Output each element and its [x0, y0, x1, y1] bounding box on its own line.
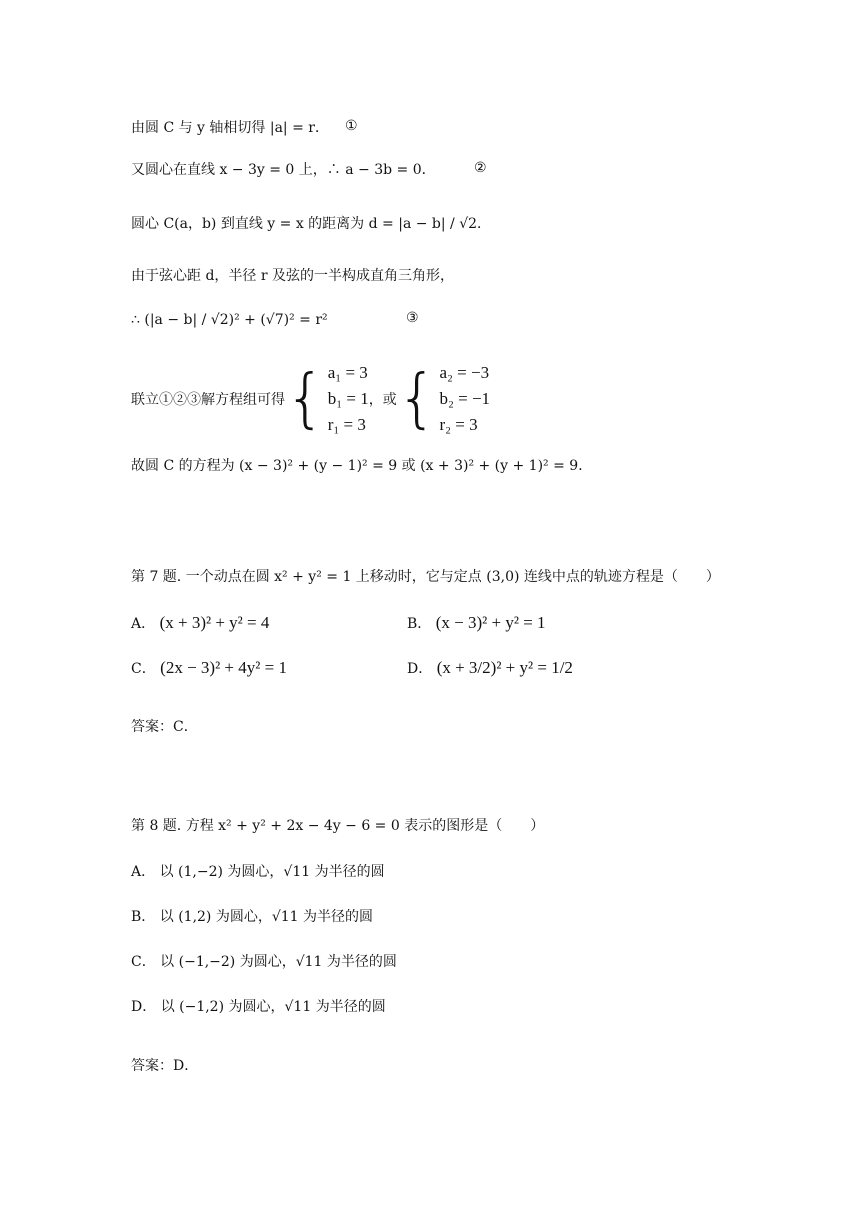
- option-text: (2x − 3)² + 4y² = 1: [160, 658, 287, 677]
- solution-line-1: [131, 118, 329, 138]
- system-1-eq-1: a₁ = 3: [327, 363, 368, 382]
- question-7-answer-text: 答案：C．: [131, 719, 198, 735]
- question-8-answer-text: 答案：D．: [131, 1058, 199, 1074]
- equation-system-2: [439, 360, 490, 438]
- q7-option-a: [131, 613, 269, 633]
- solution-line-5: [131, 310, 328, 330]
- q8-option-c: [131, 952, 397, 972]
- option-label: B．: [407, 616, 432, 632]
- option-label: D．: [131, 999, 157, 1015]
- q8-option-b: [131, 907, 373, 927]
- option-text: 以 (1,−2) 为圆心，√11 为半径的圆: [159, 864, 385, 880]
- question-8-answer: [131, 1056, 198, 1076]
- option-text: 以 (−1,2) 为圆心，√11 为半径的圆: [160, 999, 386, 1015]
- system-2-eq-1: a₂ = −3: [439, 363, 490, 382]
- option-text: (x − 3)² + y² = 1: [435, 613, 546, 632]
- circled-mark-3: ③: [406, 310, 419, 326]
- option-text: 以 (−1,−2) 为圆心，√11 为半径的圆: [160, 954, 397, 970]
- system-1-eq-2: b₁ = 1: [327, 389, 369, 408]
- solution-line-2-text: 又圆心在直线 x − 3y = 0 上，∴ a − 3b = 0．: [131, 162, 436, 178]
- circled-mark-2: ②: [474, 160, 487, 176]
- solution-line-4-text: 由于弦心距 d，半径 r 及弦的一半构成直角三角形，: [131, 268, 455, 284]
- system-2-eq-3: r₂ = 3: [439, 415, 478, 434]
- system-1-eq-3: r₁ = 3: [327, 415, 366, 434]
- solution-line-2: [131, 160, 436, 180]
- circled-mark-1: ①: [345, 118, 358, 134]
- option-label: B．: [131, 909, 156, 925]
- option-label: A．: [131, 864, 156, 880]
- option-text: (x + 3/2)² + y² = 1/2: [436, 658, 573, 677]
- option-label: C．: [131, 661, 156, 677]
- q7-option-d: [407, 658, 573, 678]
- solution-line-3: [131, 214, 491, 234]
- q7-option-b: [407, 613, 546, 633]
- q8-option-a: [131, 862, 385, 882]
- solution-line-6: [131, 360, 490, 438]
- option-label: D．: [407, 661, 433, 677]
- solution-line-6-lead: 联立①②③解方程组可得: [131, 392, 285, 408]
- solution-line-5-text: ∴ (|a − b| / √2)² + (√7)² = r²: [131, 312, 328, 328]
- question-8-stem: [131, 816, 544, 836]
- left-brace-icon: {: [285, 362, 326, 436]
- solution-line-7-text: 故圆 C 的方程为 (x − 3)² + (y − 1)² = 9 或 (x + 3)² + (y + 1)² = 9．: [131, 458, 593, 474]
- q8-option-d: [131, 997, 386, 1017]
- left-brace-icon: {: [396, 362, 438, 436]
- solution-line-7: [131, 456, 592, 476]
- solution-line-1-text: 由圆 C 与 y 轴相切得 |a| = r．: [131, 120, 329, 136]
- option-text: 以 (1,2) 为圆心，√11 为半径的圆: [159, 909, 374, 925]
- question-8-stem-text: 第 8 题. 方程 x² + y² + 2x − 4y − 6 = 0 表示的图形是（ ）: [131, 818, 545, 834]
- equation-system-1: [328, 360, 369, 438]
- option-label: C．: [131, 954, 156, 970]
- solution-line-3-text: 圆心 C(a，b) 到直线 y = x 的距离为 d = |a − b| / √2．: [131, 216, 492, 232]
- option-text: (x + 3)² + y² = 4: [159, 613, 270, 632]
- solution-line-4: [131, 266, 454, 286]
- question-7-answer: [131, 717, 198, 737]
- system-2-eq-2: b₂ = −1: [439, 389, 491, 408]
- question-7-stem: [131, 567, 720, 587]
- option-label: A．: [131, 616, 156, 632]
- solution-line-6-sep: ，或: [368, 392, 397, 408]
- question-7-stem-text: 第 7 题. 一个动点在圆 x² + y² = 1 上移动时，它与定点 (3,0) 连线中点的轨迹方程是（ ）: [131, 569, 720, 585]
- q7-option-c: [131, 658, 287, 678]
